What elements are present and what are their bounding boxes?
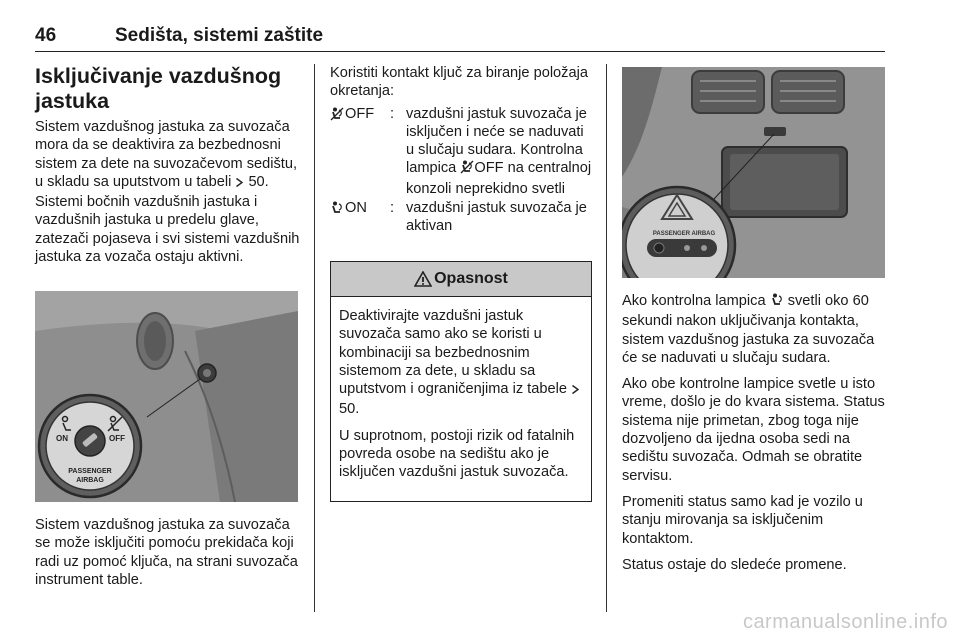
indicator-off-label: OFF — [474, 160, 504, 177]
fault-paragraph: Ako obe kontrolne lampice svetle u isto vreme, došlo je do kvara sistema. Status sistema nije primetan, zbog toga nije dozvoljeno da ijedna osoba sedi na sedištu suvozača. Odmah se obratite servisu. — [622, 376, 885, 484]
switch-description: Sistem vazdušnog jastuka za suvozača se može isključiti pomoću prekidača koji radi uz pomoć ključa, na strani suvozača instrument table. — [35, 517, 298, 588]
term-off: OFF — [345, 105, 375, 122]
indicator-paragraph — [622, 292, 887, 367]
airbag-off-icon — [330, 107, 344, 121]
switch-on-label: ON — [56, 434, 68, 443]
definition-text: vazdušni jastuk suvozača je isključen i neće se naduvati u slučaju sudara. Kontrolna lampica — [406, 105, 587, 177]
definition-on: vazdušni jastuk suvozača je aktivan — [406, 200, 587, 235]
airbag-on-icon — [770, 293, 784, 312]
ref-arrow-icon — [571, 382, 580, 400]
section-heading: Isključivanje vazdušnog jastuka — [35, 64, 282, 113]
airbag-off-icon — [460, 160, 474, 179]
indicator-text: Ako kontrolna lampica — [622, 293, 770, 309]
left-column — [35, 64, 300, 266]
watermark: carmanualsonline.info — [742, 611, 948, 633]
warning-header — [331, 262, 591, 297]
list-item-off — [330, 105, 592, 198]
page-reference[interactable]: 50 — [248, 173, 265, 190]
position-list — [330, 105, 592, 236]
switch-off-label: OFF — [109, 434, 125, 443]
warning-title: Opasnost — [434, 270, 508, 287]
intro-text: Sistem vazdušnog jastuka za suvozača mora da se deaktivira za bezbednosni sistem za dete na suvozačevom sedištu, u skladu sa uputstvom u tabeli — [35, 119, 298, 190]
console-airbag-label: PASSENGER AIRBAG — [652, 231, 716, 237]
ref-arrow-icon — [235, 175, 244, 193]
warning-paragraph-2: U suprotnom, postoji rizik od fatalnih povreda osobe na sedištu ako je isključen vazdušni jastuk suvozača. — [339, 427, 575, 481]
status-remains-paragraph: Status ostaje do sledeće promene. — [622, 556, 847, 573]
right-column — [622, 292, 887, 574]
lead-paragraph: Koristiti kontakt ključ za biranje položaja okretanja: — [330, 65, 588, 100]
warning-text-end: . — [355, 401, 360, 418]
column-divider — [606, 64, 607, 612]
warning-box — [330, 261, 592, 502]
airbag-switch-figure — [35, 291, 298, 502]
middle-column — [330, 64, 592, 237]
switch-caption-top: PASSENGER — [68, 468, 112, 475]
left-column-lower — [35, 516, 300, 589]
definition-off — [406, 105, 592, 198]
warning-text: Deaktivirajte vazdušni jastuk suvozača samo ako se koristi u kombinaciji sa bezbednosnim sistemom za dete, u skladu sa uputstvom i ograničenjima iz tabele — [339, 308, 571, 398]
intro-text-cont: . Sistemi bočnih vazdušnih jastuka i vazdušnih jastuka u predelu glave, zatezači pojaseva i svi sistemi vazdušnih jastuka za vozača ostaju aktivni. — [35, 173, 300, 266]
chapter-title: Sedišta, sistemi zaštite — [115, 25, 324, 46]
term-on: ON — [345, 200, 367, 217]
intro-paragraph — [35, 118, 300, 266]
term-separator: : — [390, 105, 395, 122]
warning-triangle-icon — [414, 271, 432, 287]
warning-body — [331, 297, 591, 482]
indicator-text-cont: svetli oko 60 sekundi nakon uključivanja kontakta, sistem vazdušnog jastuka za suvozača će se naduvati u slučaju sudara. — [622, 293, 875, 366]
change-status-paragraph: Promeniti status samo kad je vozilo u stanju mirovanja sa isključenim kontaktom. — [622, 493, 863, 547]
page-number: 46 — [35, 25, 57, 46]
center-console-figure — [622, 67, 885, 278]
page-header — [35, 22, 885, 52]
term-separator: : — [390, 200, 395, 217]
page-reference[interactable]: 50 — [339, 401, 356, 418]
airbag-on-icon — [330, 201, 344, 215]
definition-text-cont: na centralnoj konzoli neprekidno svetli — [406, 160, 592, 197]
column-divider — [314, 64, 315, 612]
switch-caption-bottom: AIRBAG — [76, 477, 104, 484]
warning-paragraph — [339, 307, 583, 419]
list-item-on — [330, 199, 592, 236]
